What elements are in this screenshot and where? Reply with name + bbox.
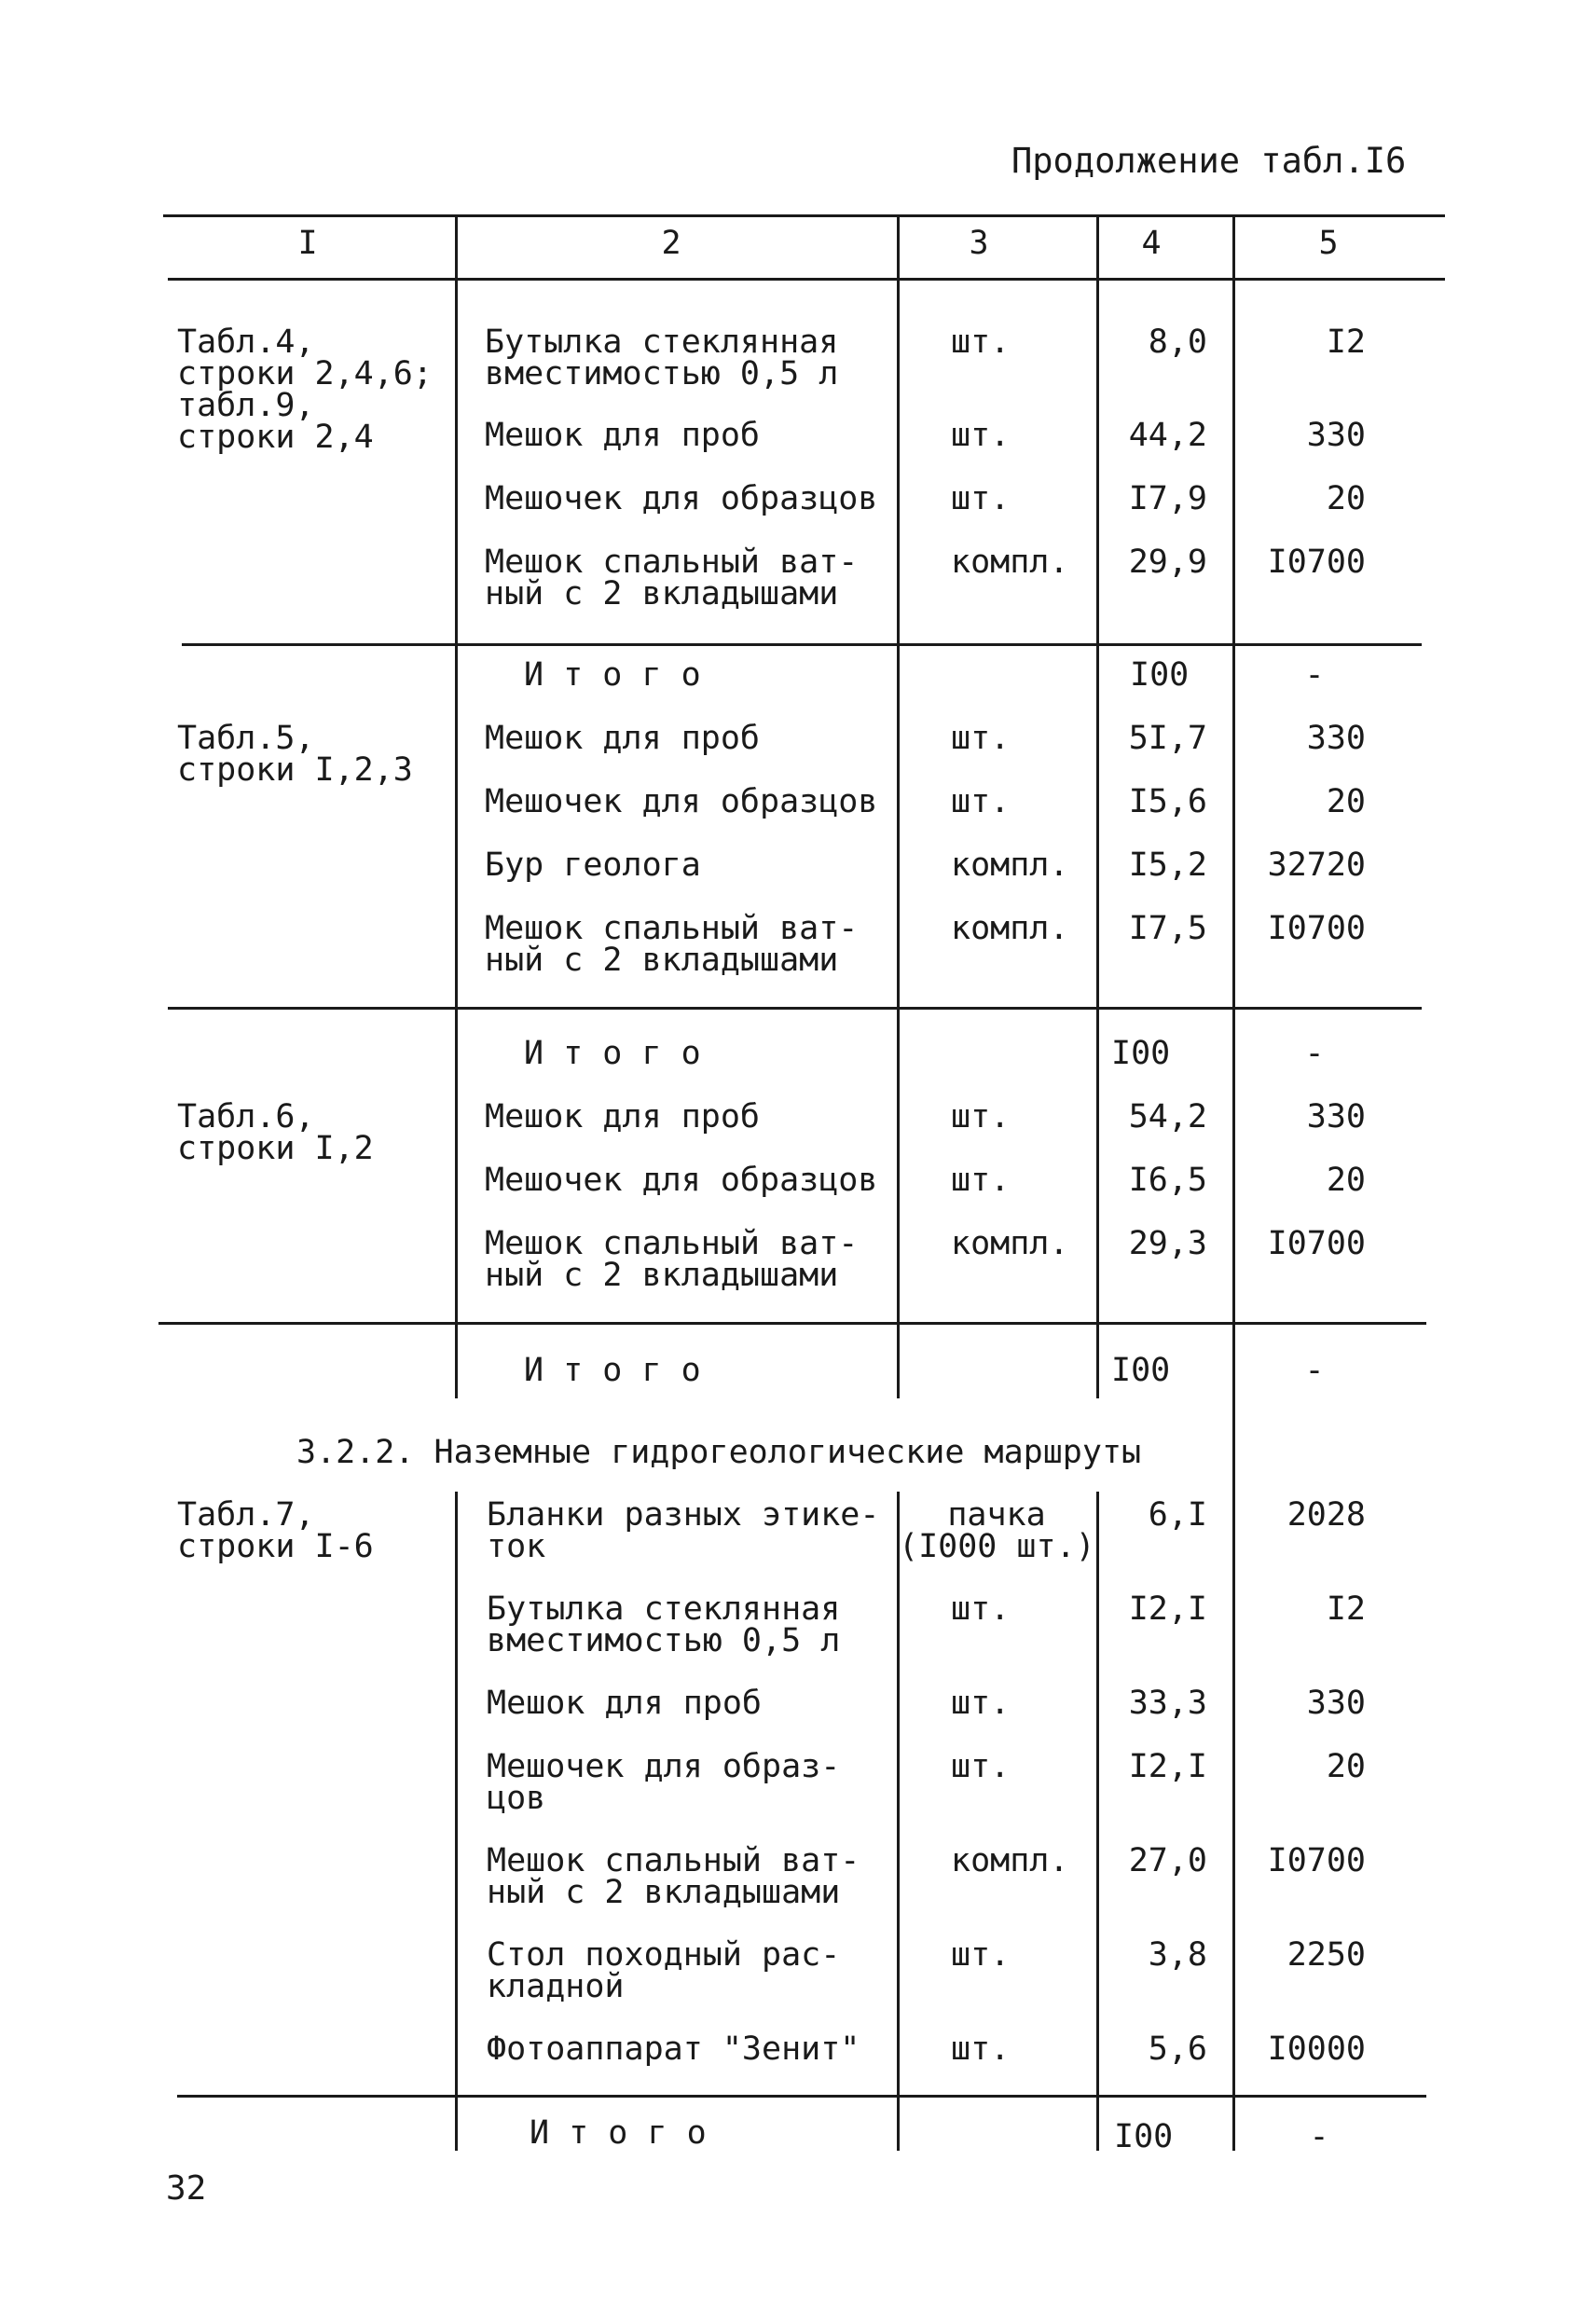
item-unit: компл.	[951, 846, 1069, 884]
item-name: Мешочек для образцов	[485, 1162, 878, 1199]
total-label: И т о г о	[524, 1352, 701, 1389]
item-share: I5,6	[1128, 783, 1207, 820]
item-share: I7,5	[1128, 910, 1207, 947]
item-unit: шт.	[951, 720, 1011, 757]
total-share: I00	[1114, 2118, 1174, 2155]
item-name: Мешок для проб	[487, 1685, 763, 1722]
item-price: 20	[1326, 1748, 1366, 1785]
item-price: I0000	[1267, 2030, 1366, 2068]
item-name: Мешочек для образцов	[485, 783, 878, 820]
item-price: I0700	[1267, 910, 1366, 947]
column-header-2: 2	[661, 225, 681, 262]
item-price: 2250	[1286, 1936, 1366, 1974]
item-share: I7,9	[1128, 480, 1207, 517]
column-rule-1-upper	[455, 214, 458, 1398]
item-unit: шт.	[951, 2030, 1011, 2068]
item-name: Мешочек для образцов	[485, 480, 878, 517]
item-unit: компл.	[951, 544, 1069, 581]
item-price: 20	[1326, 480, 1366, 517]
column-header-1: I	[297, 225, 318, 262]
total-label: И т о г о	[530, 2114, 707, 2152]
item-name: Фотоаппарат "Зенит"	[487, 2030, 860, 2068]
group-3-reference: Табл.6, строки I,2	[177, 1098, 374, 1167]
group-1-reference: Табл.4, строки 2,4,6; табл.9, строки 2,4	[177, 323, 433, 456]
item-unit: шт.	[951, 1590, 1011, 1628]
item-price: I0700	[1267, 1842, 1366, 1879]
group-2-reference: Табл.5, строки I,2,3	[177, 720, 413, 789]
item-name: Мешок спальный ват- ный с 2 вкладышами	[487, 1842, 860, 1911]
item-share: 29,3	[1128, 1225, 1207, 1262]
item-unit: пачка (I000 шт.)	[899, 1496, 1095, 1565]
item-price: 330	[1306, 417, 1366, 454]
group-1-bottom-rule	[182, 643, 1422, 646]
item-name: Бутылка стеклянная вместимостью 0,5 л	[487, 1590, 841, 1659]
column-rule-2-upper	[897, 214, 900, 1398]
section-reference: Табл.7, строки I-6	[177, 1496, 374, 1565]
item-name: Бланки разных этике- ток	[487, 1496, 880, 1565]
item-name: Мешок для проб	[485, 720, 761, 757]
section-bottom-rule	[177, 2095, 1426, 2098]
item-name: Бутылка стеклянная вместимостью 0,5 л	[485, 323, 839, 392]
item-name: Мешок спальный ват- ный с 2 вкладышами	[485, 544, 859, 612]
total-share: I00	[1130, 656, 1190, 694]
item-share: 54,2	[1128, 1098, 1207, 1135]
item-price: 20	[1326, 783, 1366, 820]
item-unit: компл.	[951, 1842, 1069, 1879]
total-share: I00	[1111, 1352, 1171, 1389]
total-price: -	[1304, 1352, 1325, 1389]
column-header-5: 5	[1318, 225, 1339, 262]
column-header-4: 4	[1141, 225, 1162, 262]
item-share: 29,9	[1128, 544, 1207, 581]
item-unit: шт.	[951, 1748, 1011, 1785]
item-unit: компл.	[951, 1225, 1069, 1262]
item-price: I2	[1326, 1590, 1366, 1628]
item-price: I0700	[1267, 544, 1366, 581]
item-price: 2028	[1286, 1496, 1366, 1534]
item-name: Мешок спальный ват- ный с 2 вкладышами	[485, 910, 859, 979]
total-price: -	[1304, 1035, 1325, 1072]
item-share: 8,0	[1148, 323, 1207, 361]
item-name: Мешок для проб	[485, 1098, 761, 1135]
item-share: I6,5	[1128, 1162, 1207, 1199]
header-bottom-rule	[168, 278, 1445, 281]
page-number: 32	[166, 2169, 207, 2208]
item-unit: шт.	[951, 1162, 1011, 1199]
item-price: I0700	[1267, 1225, 1366, 1262]
item-name: Бур геолога	[485, 846, 701, 884]
item-unit: шт.	[951, 323, 1011, 361]
item-price: 330	[1306, 1685, 1366, 1722]
item-price: 330	[1306, 720, 1366, 757]
column-rule-2-lower	[897, 1492, 900, 2151]
section-heading: 3.2.2. Наземные гидрогеологические маршруты	[296, 1434, 1142, 1471]
item-share: 27,0	[1128, 1842, 1207, 1879]
group-3-bottom-rule	[158, 1322, 1426, 1325]
item-price: I2	[1326, 323, 1366, 361]
item-share: 6,I	[1148, 1496, 1207, 1534]
item-unit: компл.	[951, 910, 1069, 947]
item-share: 44,2	[1128, 417, 1207, 454]
item-share: 3,8	[1148, 1936, 1207, 1974]
column-rule-4	[1232, 214, 1235, 2151]
item-unit: шт.	[951, 417, 1011, 454]
item-name: Стол походный рас- кладной	[487, 1936, 841, 2005]
total-share: I00	[1111, 1035, 1171, 1072]
column-rule-3-lower	[1096, 1492, 1099, 2151]
item-share: I2,I	[1128, 1748, 1207, 1785]
item-share: I5,2	[1128, 846, 1207, 884]
item-name: Мешок спальный ват- ный с 2 вкладышами	[485, 1225, 859, 1294]
column-rule-1-lower	[455, 1492, 458, 2151]
column-header-3: 3	[969, 225, 989, 262]
item-unit: шт.	[951, 1098, 1011, 1135]
table-top-rule	[163, 214, 1445, 217]
item-name: Мешочек для образ- цов	[487, 1748, 841, 1817]
item-price: 330	[1306, 1098, 1366, 1135]
item-unit: шт.	[951, 1936, 1011, 1974]
total-price: -	[1309, 2118, 1329, 2155]
item-price: 32720	[1267, 846, 1366, 884]
total-label: И т о г о	[524, 1035, 701, 1072]
table-continuation-caption: Продолжение табл.I6	[1011, 141, 1407, 181]
item-unit: шт.	[951, 480, 1011, 517]
item-share: 5,6	[1148, 2030, 1207, 2068]
column-rule-3-upper	[1096, 214, 1099, 1398]
item-unit: шт.	[951, 1685, 1011, 1722]
total-label: И т о г о	[524, 656, 701, 694]
item-unit: шт.	[951, 783, 1011, 820]
item-price: 20	[1326, 1162, 1366, 1199]
item-share: I2,I	[1128, 1590, 1207, 1628]
total-price: -	[1304, 656, 1325, 694]
item-share: 33,3	[1128, 1685, 1207, 1722]
item-name: Мешок для проб	[485, 417, 761, 454]
item-share: 5I,7	[1128, 720, 1207, 757]
